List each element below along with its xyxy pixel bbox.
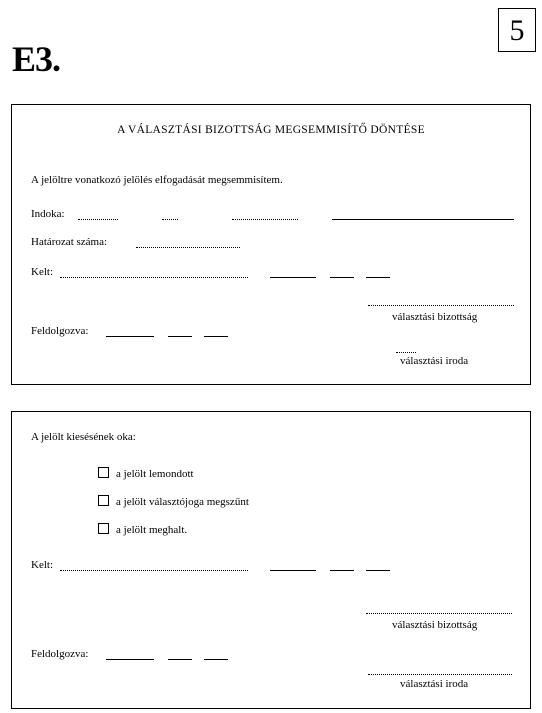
dated-day-field[interactable] (366, 277, 390, 278)
dropout-title: A jelölt kiesésének oka: (31, 431, 136, 443)
decision-panel (11, 104, 531, 385)
processed-day-field[interactable] (204, 659, 228, 660)
reason-field[interactable] (78, 219, 118, 220)
committee-signature-line[interactable] (368, 305, 514, 306)
processed-day-field[interactable] (204, 336, 228, 337)
resolution-number-field[interactable] (136, 247, 240, 248)
option-suffrage-lost-label: a jelölt választójoga megszűnt (116, 496, 249, 508)
dated-label: Kelt: (31, 559, 53, 571)
form-code: E3. (12, 39, 61, 79)
processed-month-field[interactable] (168, 659, 192, 660)
processed-label: Feldolgozva: (31, 325, 89, 337)
reason-field-4[interactable] (332, 219, 514, 220)
option-suffrage-lost-checkbox[interactable] (98, 495, 109, 506)
dropout-panel (11, 411, 531, 709)
reason-field-3[interactable] (232, 219, 298, 220)
dated-year-field[interactable] (270, 277, 316, 278)
dated-month-field[interactable] (330, 277, 354, 278)
dated-year-field[interactable] (270, 570, 316, 571)
page-number-box: 5 (498, 8, 536, 52)
reason-field-2[interactable] (162, 219, 178, 220)
dated-label: Kelt: (31, 266, 53, 278)
dated-place-field[interactable] (60, 277, 248, 278)
processed-year-field[interactable] (106, 659, 154, 660)
option-resigned-label: a jelölt lemondott (116, 468, 194, 480)
option-deceased-checkbox[interactable] (98, 523, 109, 534)
decision-statement: A jelöltre vonatkozó jelölés elfogadását megsemmisítem. (31, 174, 283, 186)
dated-place-field[interactable] (60, 570, 248, 571)
office-signature-label: választási iroda (400, 678, 469, 690)
processed-label: Feldolgozva: (31, 648, 89, 660)
office-signature-label: választási iroda (400, 355, 469, 367)
option-resigned-checkbox[interactable] (98, 467, 109, 478)
processed-month-field[interactable] (168, 336, 192, 337)
resolution-number-label: Határozat száma: (31, 236, 108, 248)
dated-day-field[interactable] (366, 570, 390, 571)
dated-month-field[interactable] (330, 570, 354, 571)
committee-signature-label: választási bizottság (392, 311, 478, 323)
option-deceased-label: a jelölt meghalt. (116, 524, 188, 536)
office-signature-line[interactable] (368, 674, 512, 675)
reason-label: Indoka: (31, 208, 65, 220)
committee-signature-line[interactable] (366, 613, 512, 614)
processed-year-field[interactable] (106, 336, 154, 337)
office-signature-line[interactable] (396, 352, 416, 353)
committee-signature-label: választási bizottság (392, 619, 478, 631)
decision-title: A VÁLASZTÁSI BIZOTTSÁG MEGSEMMISÍTŐ DÖNTÉSE (117, 124, 425, 136)
